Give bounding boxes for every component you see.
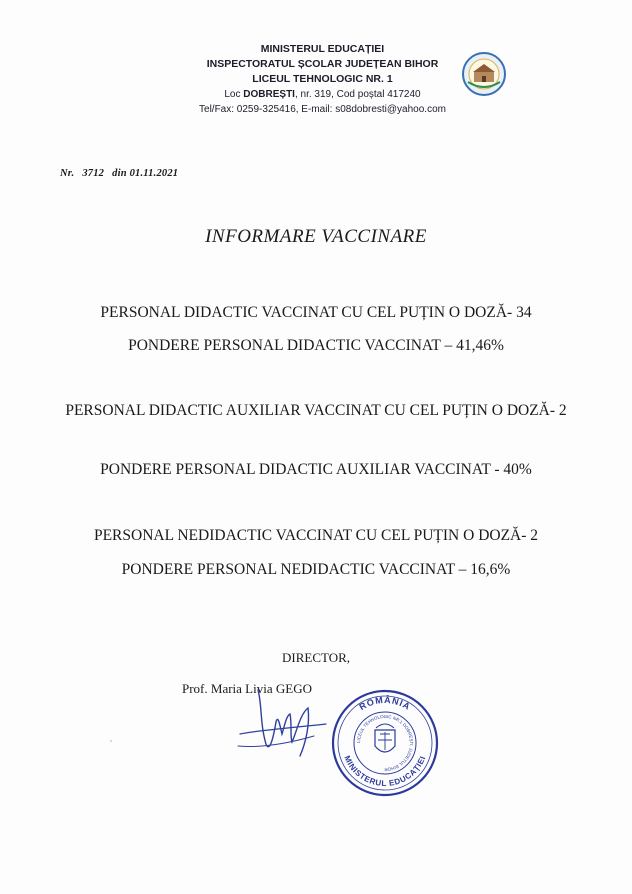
letterhead <box>150 42 495 117</box>
official-stamp <box>330 688 440 798</box>
stamp-top-text: ROMÂNIA <box>357 694 413 713</box>
inspectorate-name: INSPECTORATUL ȘCOLAR JUDEȚEAN BIHOR <box>206 58 439 70</box>
nondidactic-vaccinated-line: PERSONAL NEDIDACTIC VACCINAT CU CEL PUȚIN O DOZĂ- 2 <box>93 527 539 544</box>
contact-line: Tel/Fax: 0259-325416, E-mail: s08dobresti@yahoo.com <box>199 104 446 115</box>
document-title: INFORMARE VACCINARE <box>205 226 427 247</box>
address-line: Loc DOBREȘTI, nr. 319, Cod poștal 417240 <box>224 89 421 100</box>
signer-name: Prof. Maria Livia GEGO <box>182 681 312 696</box>
speck <box>110 740 112 742</box>
registration-number: Nr. 3712 din 01.11.2021 <box>60 168 179 179</box>
svg-text:ROMÂNIA <box>357 694 412 712</box>
school-name: LICEUL TEHNOLOGIC NR. 1 <box>252 73 393 85</box>
stamp-inner-text: LICEUL TEHNOLOGIC NR.1 DOBREȘTI, JUDEȚUL BIHOR <box>355 713 415 773</box>
stamp-ring-text: MINISTERUL EDUCAȚIEI <box>342 754 428 789</box>
handwritten-signature <box>230 684 340 764</box>
auxiliary-percentage-line: PONDERE PERSONAL DIDACTIC AUXILIAR VACCINAT - 40% <box>100 461 532 478</box>
nondidactic-percentage-line: PONDERE PERSONAL NEDIDACTIC VACCINAT – 16,6% <box>121 561 511 578</box>
ministry-name: MINISTERUL EDUCAȚIEI <box>260 43 385 55</box>
school-logo <box>462 52 506 96</box>
didactic-vaccinated-line: PERSONAL DIDACTIC VACCINAT CU CEL PUȚIN O DOZĂ- 34 <box>100 304 532 321</box>
auxiliary-vaccinated-line: PERSONAL DIDACTIC AUXILIAR VACCINAT CU CEL PUȚIN O DOZĂ- 2 <box>65 402 567 419</box>
director-label: DIRECTOR, <box>281 650 350 665</box>
coat-of-arms-icon <box>375 724 395 752</box>
didactic-percentage-line: PONDERE PERSONAL DIDACTIC VACCINAT – 41,46% <box>128 337 504 354</box>
